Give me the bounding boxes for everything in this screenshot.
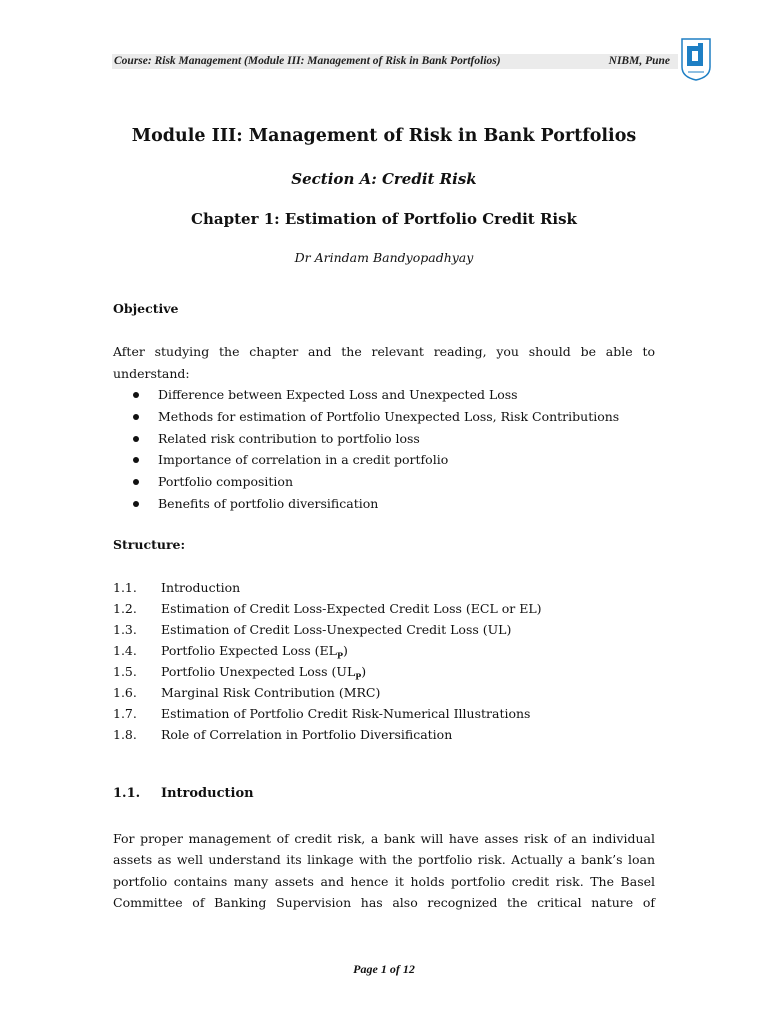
toc-title: Introduction <box>161 580 241 595</box>
paragraph-line: portfolio contains many assets and hence it holds portfolio credit risk. The Basel <box>113 873 655 889</box>
list-item <box>113 493 619 515</box>
objective-intro: After studying the chapter and the relevant reading, you should be able to understand: <box>113 344 655 381</box>
toc-subscript: P <box>355 671 362 682</box>
toc-row <box>113 682 673 703</box>
bullet-icon <box>133 436 139 442</box>
section-heading <box>113 786 254 801</box>
toc-title-tail: ) <box>343 643 348 658</box>
list-item <box>113 406 619 428</box>
toc-number: 1.6. <box>113 685 137 700</box>
chapter-title: Chapter 1: Estimation of Portfolio Credit Risk <box>191 210 577 228</box>
objective-heading: Objective <box>113 301 179 316</box>
toc-number: 1.2. <box>113 601 137 616</box>
paragraph-line: Committee of Banking Supervision has also recognized the critical nature of <box>113 894 655 910</box>
running-header <box>112 54 678 69</box>
bullet-icon <box>133 414 139 420</box>
header-course: Course: Risk Management (Module III: Management of Risk in Bank Portfolios) <box>114 55 501 67</box>
list-item-text: Portfolio composition <box>158 474 293 490</box>
list-item-text: Methods for estimation of Portfolio Unexpected Loss, Risk Contributions <box>158 408 620 424</box>
toc-title: Role of Correlation in Portfolio Diversification <box>161 727 453 742</box>
bullet-icon <box>133 392 139 398</box>
toc-title: Portfolio Expected Loss (EL <box>161 643 337 658</box>
toc-title-tail: ) <box>361 664 367 679</box>
paragraph-line: assets as well understand its linkage with the portfolio risk. Actually a bank’s loan <box>113 852 655 868</box>
module-title: Module III: Management of Risk in Bank Portfolios <box>131 126 637 146</box>
toc-title: Estimation of Portfolio Credit Risk-Numerical Illustrations <box>161 706 531 721</box>
toc-number: 1.7. <box>113 706 137 721</box>
toc-row <box>113 619 673 640</box>
toc-number: 1.1. <box>113 580 137 595</box>
toc-row <box>113 661 673 682</box>
section-title: Section A: Credit Risk <box>291 170 477 188</box>
intro-paragraph <box>113 828 655 913</box>
toc-title: Estimation of Credit Loss-Expected Credit Loss (ECL or EL) <box>161 601 542 616</box>
author-name: Dr Arindam Bandyopadhyay <box>294 250 474 265</box>
page-number: Page 1 of 12 <box>353 962 415 976</box>
toc-row <box>113 724 673 745</box>
section-title-text: Introduction <box>161 786 254 801</box>
paragraph-line: For proper management of credit risk, a bank will have asses risk of an individual <box>113 831 655 846</box>
list-item <box>113 471 619 493</box>
structure-list <box>113 577 673 745</box>
list-item <box>113 449 619 471</box>
toc-row <box>113 703 673 724</box>
list-item-text: Benefits of portfolio diversification <box>158 495 379 511</box>
list-item-text: Difference between Expected Loss and Unexpected Loss <box>158 387 518 402</box>
toc-number: 1.4. <box>113 643 137 658</box>
toc-number: 1.3. <box>113 622 137 637</box>
bullet-icon <box>133 457 139 463</box>
bullet-icon <box>133 501 139 507</box>
toc-title: Marginal Risk Contribution (MRC) <box>161 685 381 700</box>
toc-title: Portfolio Unexpected Loss (UL <box>161 664 356 679</box>
toc-row <box>113 640 673 661</box>
toc-number: 1.5. <box>113 664 137 679</box>
toc-subscript: P <box>336 650 343 661</box>
structure-heading: Structure: <box>113 537 186 552</box>
section-number: 1.1. <box>113 786 141 801</box>
list-item <box>113 384 619 406</box>
list-item-text: Importance of correlation in a credit portfolio <box>158 452 449 468</box>
objective-list <box>113 384 619 515</box>
toc-number: 1.8. <box>113 727 137 742</box>
nibm-logo-icon <box>680 37 712 81</box>
bullet-icon <box>133 479 139 485</box>
toc-row <box>113 577 673 598</box>
list-item-text: Related risk contribution to portfolio loss <box>158 430 420 446</box>
list-item <box>113 428 619 450</box>
toc-row <box>113 598 673 619</box>
header-institute: NIBM, Pune <box>608 55 670 67</box>
toc-title: Estimation of Credit Loss-Unexpected Credit Loss (UL) <box>161 622 512 637</box>
